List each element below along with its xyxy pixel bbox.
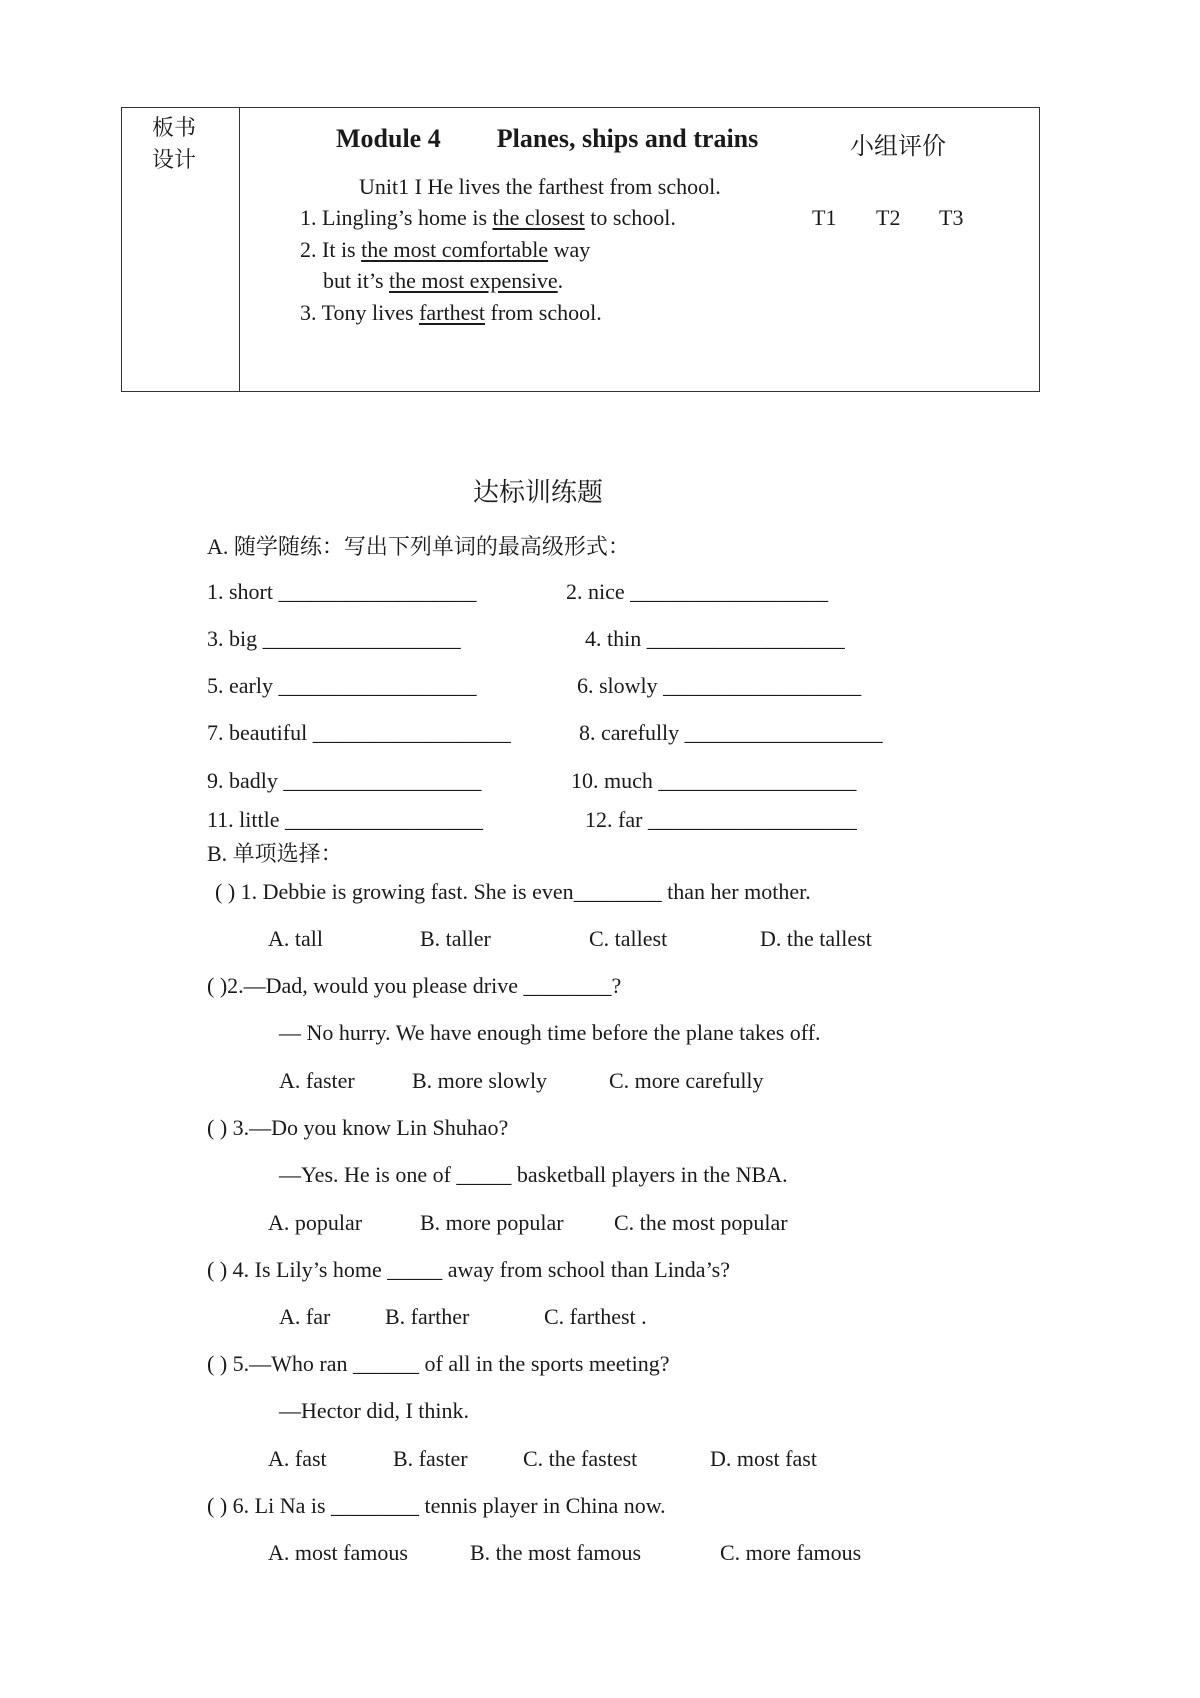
board-line-3-post: from school. — [485, 300, 602, 325]
board-line-3-pre: 3. Tony lives — [300, 300, 420, 325]
word-item-5: 5. early __________________ — [207, 673, 477, 698]
board-line-2-post: way — [548, 237, 591, 262]
section-b-heading: B. 单项选择： — [207, 841, 343, 866]
question-4-stem: ( ) 4. Is Lily’s home _____ away from school than Linda’s? — [207, 1257, 731, 1282]
board-line-2-pre: 2. It is — [300, 237, 362, 262]
word-item-4: 4. thin __________________ — [585, 626, 845, 651]
module-name: Planes, ships and trains — [496, 124, 759, 153]
question-3-stem: ( ) 3.—Do you know Lin Shuhao? — [207, 1115, 509, 1140]
board-line-1-pre: 1. Lingling’s home is — [300, 205, 493, 230]
question-2-reply: — No hurry. We have enough time before the plane takes off. — [279, 1020, 821, 1045]
q6-option-a: A. most famous — [268, 1540, 408, 1565]
q5-option-d: D. most fast — [710, 1446, 817, 1471]
table-divider — [239, 108, 240, 391]
q5-option-b: B. faster — [393, 1446, 468, 1471]
board-line-2b-post: . — [557, 268, 564, 293]
board-line-2b — [323, 268, 563, 294]
question-2-stem: ( )2.—Dad, would you please drive ________? — [207, 973, 622, 998]
board-line-2b-key: the most expensive — [389, 268, 558, 293]
q6-option-b: B. the most famous — [470, 1540, 642, 1565]
board-line-2-key: the most comfortable — [361, 237, 549, 262]
q1-option-a: A. tall — [268, 926, 323, 951]
word-item-11: 11. little __________________ — [207, 807, 484, 832]
question-1-stem: ( ) 1. Debbie is growing fast. She is even________ than her mother. — [215, 879, 811, 904]
word-item-8: 8. carefully __________________ — [579, 720, 883, 745]
team-1-label: T1 — [812, 205, 837, 230]
q1-option-b: B. taller — [420, 926, 491, 951]
group-evaluation-label: 小组评价 — [850, 134, 946, 160]
board-label-line1: 板书 — [152, 115, 197, 140]
q3-option-c: C. the most popular — [614, 1210, 788, 1235]
module-number: Module 4 — [336, 124, 441, 153]
question-5-reply: —Hector did, I think. — [279, 1398, 470, 1423]
q5-option-c: C. the fastest — [523, 1446, 638, 1471]
q1-option-d: D. the tallest — [760, 926, 872, 951]
exercise-title: 达标训练题 — [473, 478, 604, 507]
q5-option-a: A. fast — [268, 1446, 327, 1471]
board-line-2 — [300, 237, 590, 263]
board-line-1-post: to school. — [584, 205, 676, 230]
q6-option-c: C. more famous — [720, 1540, 862, 1565]
board-label-line2: 设计 — [152, 147, 197, 172]
q4-option-a: A. far — [279, 1304, 331, 1329]
team-2-label: T2 — [876, 205, 901, 230]
word-item-2: 2. nice __________________ — [566, 579, 829, 604]
question-6-stem: ( ) 6. Li Na is ________ tennis player in China now. — [207, 1493, 666, 1518]
board-design-table — [121, 107, 1040, 392]
board-line-1-key: the closest — [492, 205, 585, 230]
unit-title: Unit1 I He lives the farthest from school. — [359, 174, 721, 199]
q2-option-a: A. faster — [279, 1068, 355, 1093]
q4-option-b: B. farther — [385, 1304, 470, 1329]
q3-option-a: A. popular — [268, 1210, 363, 1235]
word-item-10: 10. much __________________ — [571, 768, 857, 793]
board-line-1 — [300, 205, 676, 231]
q1-option-c: C. tallest — [589, 926, 668, 951]
word-item-6: 6. slowly __________________ — [577, 673, 862, 698]
team-3-label: T3 — [939, 205, 964, 230]
board-line-2b-pre: but it’s — [323, 268, 390, 293]
q4-option-c: C. farthest . — [544, 1304, 647, 1329]
board-label — [152, 112, 196, 176]
q2-option-b: B. more slowly — [412, 1068, 548, 1093]
question-5-stem: ( ) 5.—Who ran ______ of all in the sports meeting? — [207, 1351, 670, 1376]
board-line-3-key: farthest — [419, 300, 486, 325]
question-3-reply: —Yes. He is one of _____ basketball players in the NBA. — [279, 1162, 788, 1187]
word-item-3: 3. big __________________ — [207, 626, 461, 651]
word-item-7: 7. beautiful __________________ — [207, 720, 511, 745]
word-item-12: 12. far ___________________ — [585, 807, 857, 832]
word-item-1: 1. short __________________ — [207, 579, 477, 604]
word-item-9: 9. badly __________________ — [207, 768, 482, 793]
board-line-3 — [300, 300, 602, 326]
module-title — [336, 124, 758, 154]
q2-option-c: C. more carefully — [609, 1068, 764, 1093]
q3-option-b: B. more popular — [420, 1210, 564, 1235]
section-a-heading: A. 随学随练：写出下列单词的最高级形式： — [207, 534, 630, 559]
